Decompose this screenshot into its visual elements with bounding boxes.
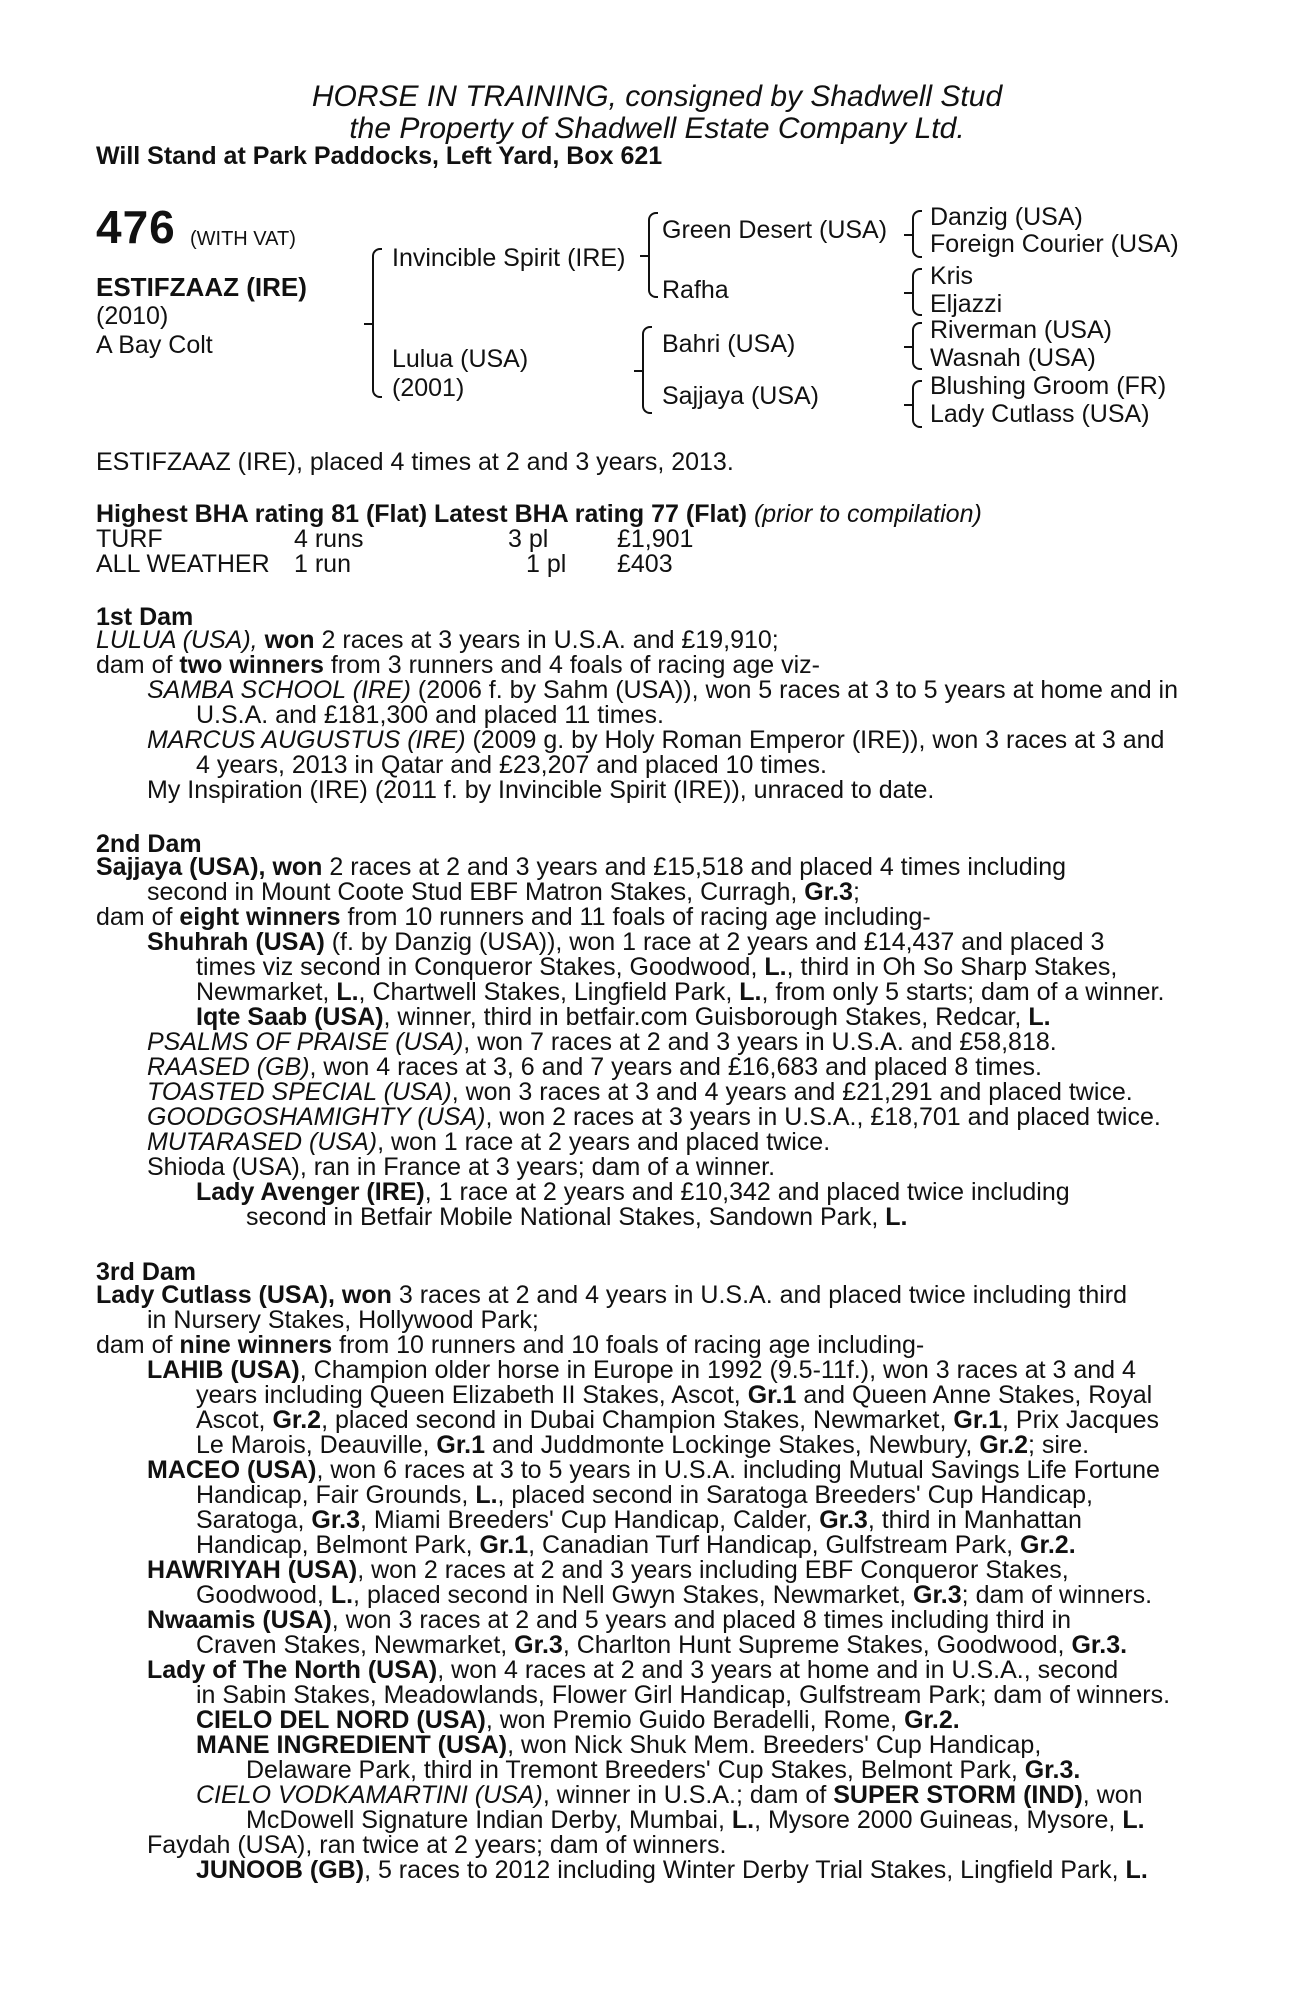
first-dam-produce: dam of two winners from 3 runners and 4 foals of racing age viz-: [96, 651, 820, 679]
brace-dam-parents: [642, 326, 652, 414]
produce-shioda: Shioda (USA), ran in France at 3 years; dam of a winner.: [147, 1153, 776, 1181]
foaling-year: (2010): [96, 302, 169, 330]
produce-hawriyah: HAWRIYAH (USA), won 2 races at 2 and 3 years including EBF Conqueror Stakes,: [147, 1556, 1069, 1584]
third-dam-produce: dam of nine winners from 10 runners and 10 foals of racing age including-: [96, 1331, 925, 1359]
aw-placed: 1 pl: [526, 550, 567, 578]
ped-sire: Invincible Spirit (IRE): [392, 244, 626, 272]
ped-sire-sire: Green Desert (USA): [662, 216, 888, 244]
produce-maceo-cont3: Handicap, Belmont Park, Gr.1, Canadian Turf Handicap, Gulfstream Park, Gr.2.: [196, 1531, 1076, 1559]
ped-dsd: Wasnah (USA): [930, 344, 1096, 372]
rating-text: Highest BHA rating 81 (Flat) Latest BHA rating 77 (Flat): [96, 500, 747, 528]
horse-description: A Bay Colt: [96, 331, 213, 359]
owner-line: the Property of Shadwell Estate Company Ltd.: [349, 112, 965, 145]
produce-iqte-saab: Iqte Saab (USA), winner, third in betfair.com Guisborough Stakes, Redcar, L.: [196, 1003, 1051, 1031]
aw-surface: ALL WEATHER: [96, 550, 270, 578]
produce-maceo-cont: Handicap, Fair Grounds, L., placed second in Saratoga Breeders' Cup Handicap,: [196, 1481, 1093, 1509]
produce-mutarased: MUTARASED (USA), won 1 race at 2 years and placed twice.: [147, 1128, 831, 1156]
ped-sss: Danzig (USA): [930, 203, 1083, 231]
consignor-line: HORSE IN TRAINING, consigned by Shadwell Stud: [311, 80, 1003, 113]
produce-lady-avenger: Lady Avenger (IRE), 1 race at 2 years and £10,342 and placed twice including: [196, 1178, 1070, 1206]
produce-psalms-of-praise: PSALMS OF PRAISE (USA), won 7 races at 2 and 3 years in U.S.A. and £58,818.: [147, 1028, 1057, 1056]
race-summary: ESTIFZAAZ (IRE), placed 4 times at 2 and 3 years, 2013.: [96, 448, 734, 476]
produce-marcus-augustus: MARCUS AUGUSTUS (IRE) (2009 g. by Holy Roman Emperor (IRE)), won 3 races at 3 and: [147, 726, 1165, 754]
produce-lahib-cont2: Ascot, Gr.2, placed second in Dubai Champion Stakes, Newmarket, Gr.1, Prix Jacques: [196, 1406, 1160, 1434]
produce-hawriyah-cont: Goodwood, L., placed second in Nell Gwyn Stakes, Newmarket, Gr.3; dam of winners.: [196, 1581, 1153, 1609]
produce-mane-ingredient: MANE INGREDIENT (USA), won Nick Shuk Mem. Breeders' Cup Handicap,: [196, 1731, 1042, 1759]
second-dam-record-cont: second in Mount Coote Stud EBF Matron Stakes, Curragh, Gr.3;: [147, 878, 860, 906]
produce-cielo-vodkamartini: CIELO VODKAMARTINI (USA), winner in U.S.A.; dam of SUPER STORM (IND), won: [196, 1781, 1143, 1809]
produce-nwaamis: Nwaamis (USA), won 3 races at 2 and 5 years and placed 8 times including third in: [147, 1606, 1072, 1634]
second-dam-produce: dam of eight winners from 10 runners and 11 foals of racing age including-: [96, 903, 931, 931]
produce-lady-of-the-north: Lady of The North (USA), won 4 races at 2 and 3 years at home and in U.S.A., second: [147, 1656, 1119, 1684]
horse-name: ESTIFZAAZ (IRE): [96, 272, 307, 302]
ped-sds: Kris: [930, 262, 974, 290]
brace-dd: [912, 380, 922, 428]
third-dam-record: Lady Cutlass (USA), won 3 races at 2 and 4 years in U.S.A. and placed twice including third: [96, 1281, 1128, 1309]
brace-sire-parents: [648, 212, 658, 298]
aw-prize: £403: [617, 550, 673, 578]
produce-maceo-cont2: Saratoga, Gr.3, Miami Breeders' Cup Handicap, Calder, Gr.3, third in Manhattan: [196, 1506, 1082, 1534]
turf-prize: £1,901: [617, 525, 694, 553]
produce-shuhrah: Shuhrah (USA) (f. by Danzig (USA)), won 1 race at 2 years and £14,437 and placed 3: [147, 928, 1105, 956]
turf-runs: 4 runs: [294, 525, 364, 553]
first-dam-record: LULUA (USA), won 2 races at 3 years in U.S.A. and £19,910;: [96, 626, 779, 654]
ped-dam: Lulua (USA): [392, 345, 529, 373]
produce-maceo: MACEO (USA), won 6 races at 3 to 5 years in U.S.A. including Mutual Savings Life Fortune: [147, 1456, 1160, 1484]
produce-samba-school-cont: U.S.A. and £181,300 and placed 11 times.: [196, 701, 664, 729]
vat-note: (WITH VAT): [190, 228, 296, 250]
produce-lahib-cont3: Le Marois, Deauville, Gr.1 and Juddmonte Lockinge Stakes, Newbury, Gr.2; sire.: [196, 1431, 1090, 1459]
produce-goodgoshamighty: GOODGOSHAMIGHTY (USA), won 2 races at 3 years in U.S.A., £18,701 and placed twice.: [147, 1103, 1161, 1131]
ped-sdd: Eljazzi: [930, 290, 1003, 318]
produce-raased: RAASED (GB), won 4 races at 3, 6 and 7 years and £16,683 and placed 8 times.: [147, 1053, 1042, 1081]
stand-location: Will Stand at Park Paddocks, Left Yard, Box 621: [96, 142, 663, 170]
first-dam-heading: 1st Dam: [96, 603, 194, 631]
produce-shuhrah-cont2: Newmarket, L., Chartwell Stakes, Lingfield Park, L., from only 5 starts; dam of a winner.: [196, 978, 1165, 1006]
ped-sire-dam: Rafha: [662, 276, 729, 304]
brace-ss: [912, 210, 922, 258]
turf-surface: TURF: [96, 525, 163, 553]
second-dam-heading: 2nd Dam: [96, 830, 202, 858]
produce-samba-school: SAMBA SCHOOL (IRE) (2006 f. by Sahm (USA)), won 5 races at 3 to 5 years at home and in: [147, 676, 1179, 704]
brace-sd: [912, 268, 922, 316]
produce-mane-ingredient-cont: Delaware Park, third in Tremont Breeders' Cup Stakes, Belmont Park, Gr.3.: [246, 1756, 1081, 1784]
produce-nwaamis-cont: Craven Stakes, Newmarket, Gr.3, Charlton Hunt Supreme Stakes, Goodwood, Gr.3.: [196, 1631, 1128, 1659]
third-dam-record-cont: in Nursery Stakes, Hollywood Park;: [147, 1306, 539, 1334]
ped-dss: Riverman (USA): [930, 316, 1112, 344]
produce-lahib: LAHIB (USA), Champion older horse in Europe in 1992 (9.5-11f.), won 3 races at 3 and 4: [147, 1356, 1136, 1384]
produce-cielo-del-nord: CIELO DEL NORD (USA), won Premio Guido Beradelli, Rome, Gr.2.: [196, 1706, 960, 1734]
ped-dam-year: (2001): [392, 374, 465, 402]
produce-my-inspiration: My Inspiration (IRE) (2011 f. by Invincible Spirit (IRE)), unraced to date.: [147, 776, 935, 804]
ped-ssd: Foreign Courier (USA): [930, 230, 1179, 258]
produce-lady-of-the-north-cont: in Sabin Stakes, Meadowlands, Flower Girl Handicap, Gulfstream Park; dam of winners.: [196, 1681, 1171, 1709]
produce-lady-avenger-cont: second in Betfair Mobile National Stakes, Sandown Park, L.: [246, 1203, 908, 1231]
produce-junoob: JUNOOB (GB), 5 races to 2012 including Winter Derby Trial Stakes, Lingfield Park, L.: [196, 1856, 1148, 1884]
produce-lahib-cont: years including Queen Elizabeth II Stakes, Ascot, Gr.1 and Queen Anne Stakes, Royal: [196, 1381, 1153, 1409]
rating-note: (prior to compilation): [753, 500, 982, 528]
second-dam-record: Sajjaya (USA), won 2 races at 2 and 3 years and £15,518 and placed 4 times including: [96, 853, 1067, 881]
brace-sire-dam: [372, 248, 382, 398]
ped-dds: Blushing Groom (FR): [930, 372, 1167, 400]
ped-ddd: Lady Cutlass (USA): [930, 400, 1150, 428]
produce-marcus-augustus-cont: 4 years, 2013 in Qatar and £23,207 and placed 10 times.: [196, 751, 827, 779]
produce-faydah: Faydah (USA), ran twice at 2 years; dam of winners.: [147, 1831, 727, 1859]
third-dam-heading: 3rd Dam: [96, 1258, 197, 1286]
produce-cielo-vodkamartini-cont: McDowell Signature Indian Derby, Mumbai, L., Mysore 2000 Guineas, Mysore, L.: [246, 1806, 1145, 1834]
aw-runs: 1 run: [294, 550, 351, 578]
turf-placed: 3 pl: [508, 525, 549, 553]
ped-dam-dam: Sajjaya (USA): [662, 382, 819, 410]
produce-shuhrah-cont: times viz second in Conqueror Stakes, Goodwood, L., third in Oh So Sharp Stakes,: [196, 953, 1118, 981]
produce-toasted-special: TOASTED SPECIAL (USA), won 3 races at 3 and 4 years and £21,291 and placed twice.: [147, 1078, 1133, 1106]
lot-number: 476: [96, 201, 176, 253]
brace-ds: [912, 322, 922, 370]
ped-dam-sire: Bahri (USA): [662, 330, 796, 358]
